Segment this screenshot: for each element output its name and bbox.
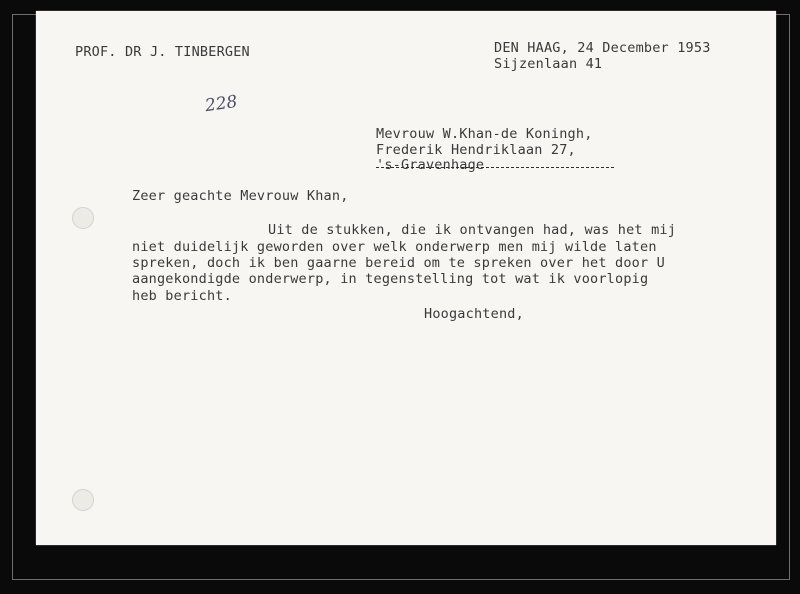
address-underline [376, 167, 614, 168]
body-line-4: aangekondigde onderwerp, in tegenstelling tot wat ik voorlopig [132, 271, 649, 287]
place-date: DEN HAAG, 24 December 1953 [494, 40, 711, 56]
handwritten-number: 228 [203, 91, 239, 117]
recipient-line-3: 's-Gravenhage [376, 157, 485, 173]
recipient-line-2: Frederik Hendriklaan 27, [376, 142, 576, 158]
body-line-3: spreken, doch ik ben gaarne bereid om te spreken over het door U [132, 255, 665, 271]
punch-hole-bottom [72, 489, 94, 511]
body-line-1: Uit de stukken, die ik ontvangen had, was het mij [268, 222, 677, 238]
body-line-2: niet duidelijk geworden over welk onderwerp men mij wilde laten [132, 239, 657, 255]
recipient-line-1: Mevrouw W.Khan-de Koningh, [376, 126, 593, 142]
closing: Hoogachtend, [424, 306, 524, 322]
salutation: Zeer geachte Mevrouw Khan, [132, 188, 349, 204]
body-line-5: heb bericht. [132, 288, 232, 304]
sender-street: Sijzenlaan 41 [494, 56, 603, 72]
sender-name: PROF. DR J. TINBERGEN [75, 44, 250, 60]
punch-hole-top [72, 207, 94, 229]
